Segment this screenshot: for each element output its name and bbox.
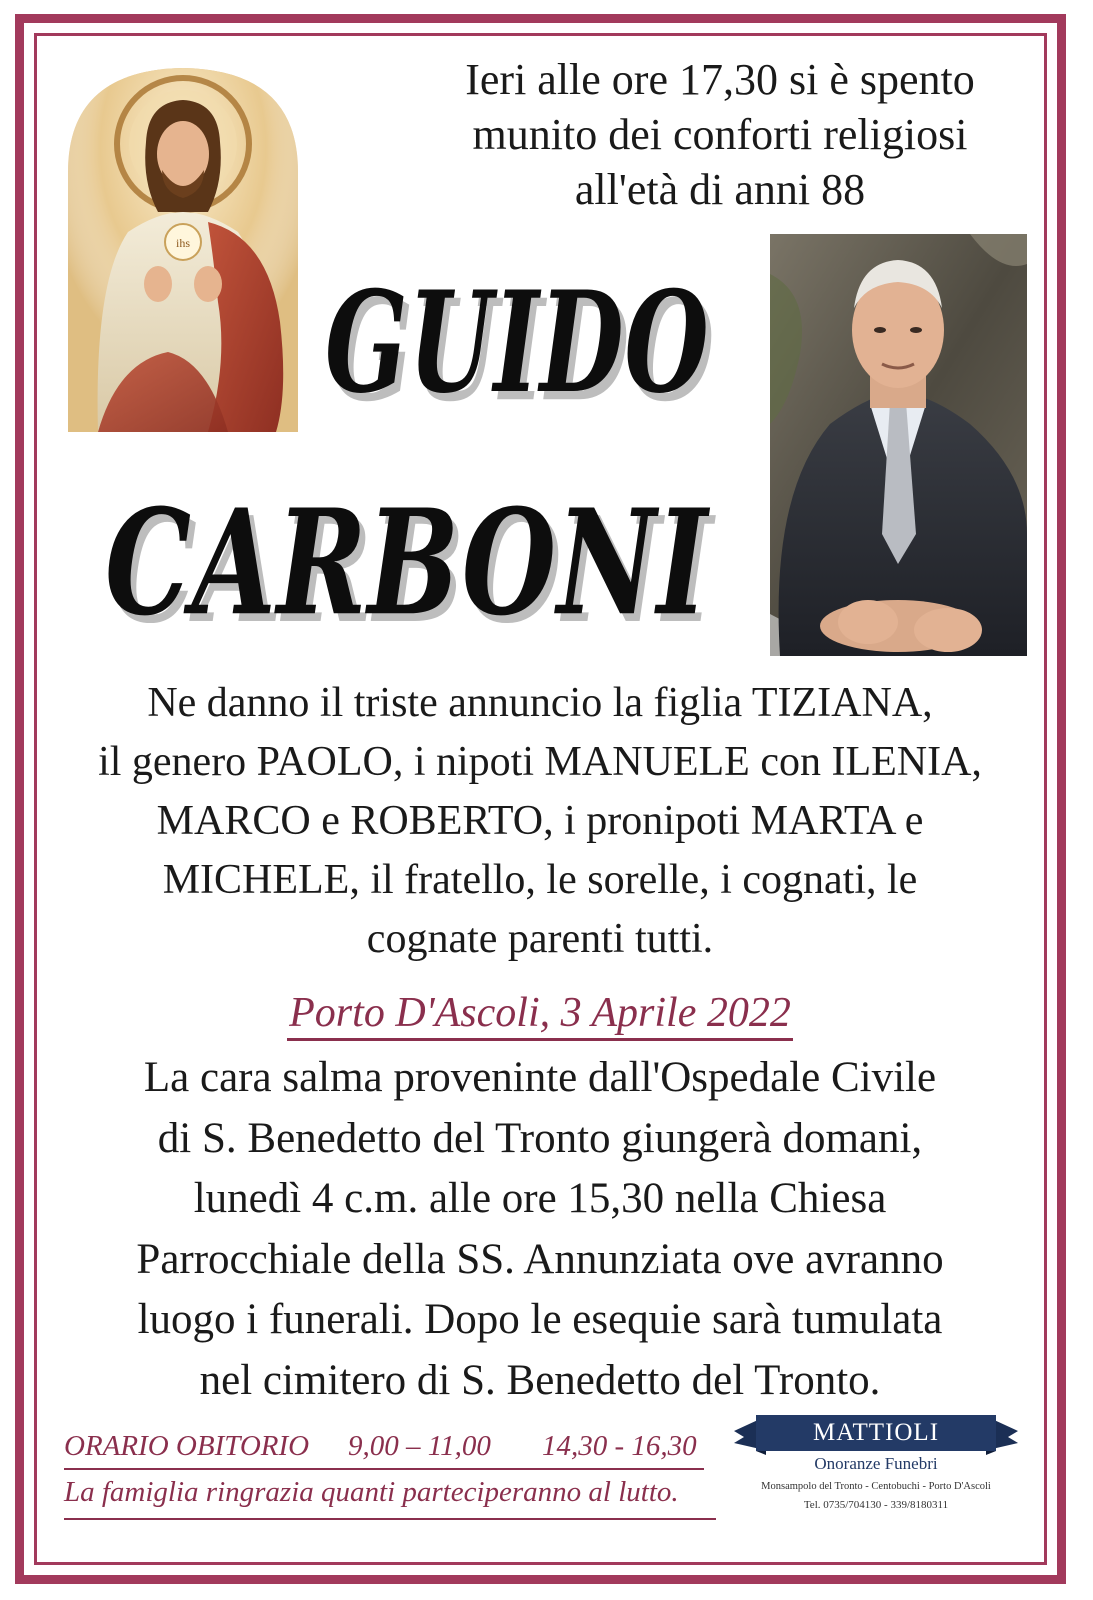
intro-line: Ieri alle ore 17,30 si è spento <box>465 55 975 104</box>
funeral-home-subtitle: Onoranze Funebri <box>814 1454 938 1473</box>
family-thanks: La famiglia ringrazia quanti parteciperanno al lutto. <box>64 1474 716 1520</box>
funeral-info-line: Parrocchiale della SS. Annunziata ove avranno <box>136 1235 944 1283</box>
announcement-line: Ne danno il triste annuncio la figlia TIZIANA, <box>147 680 933 726</box>
funeral-home-name: MATTIOLI <box>812 1419 940 1446</box>
place-date-text: Porto D'Ascoli, 3 Aprile 2022 <box>287 988 793 1041</box>
place-and-date <box>40 985 1040 1041</box>
funeral-home-logo <box>734 1413 1018 1523</box>
morgue-hours-label: ORARIO OBITORIO <box>64 1430 310 1462</box>
funeral-home-phone: Tel. 0735/704130 - 339/8180311 <box>803 1499 949 1511</box>
funeral-info-line: nel cimitero di S. Benedetto del Tronto. <box>199 1356 881 1404</box>
morgue-hours-morning: 9,00 – 11,00 <box>348 1430 491 1462</box>
announcement-line: MICHELE, il fratello, le sorelle, i cognati, le <box>162 857 918 903</box>
announcement-line: il genero PAOLO, i nipoti MANUELE con ILENIA, <box>98 739 982 785</box>
announcement-text <box>40 674 1040 969</box>
deceased-first-name: GUIDO <box>325 260 710 425</box>
morgue-hours <box>64 1426 704 1470</box>
morgue-hours-afternoon: 14,30 - 16,30 <box>542 1430 697 1462</box>
announcement-line: MARCO e ROBERTO, i pronipoti MARTA e <box>156 798 924 844</box>
intro-line: munito dei conforti religiosi <box>472 110 968 159</box>
portrait-photo <box>770 234 1027 656</box>
intro-text <box>400 52 1040 217</box>
funeral-info-line: La cara salma proveninte dall'Ospedale Civile <box>143 1054 937 1101</box>
intro-line: all'età di anni 88 <box>574 165 866 214</box>
funeral-info-text <box>40 1048 1040 1411</box>
deceased-last-name: CARBONI <box>105 478 709 649</box>
funeral-info-line: luogo i funerali. Dopo le esequie sarà tumulata <box>137 1296 943 1343</box>
announcement-line: cognate parenti tutti. <box>366 916 714 962</box>
funeral-info-line: di S. Benedetto del Tronto giungerà domani, <box>157 1114 923 1162</box>
religious-image <box>58 62 308 432</box>
svg-text:ihs: ihs <box>175 236 191 250</box>
footer-notes <box>64 1426 724 1520</box>
funeral-info-line: lunedì 4 c.m. alle ore 15,30 nella Chiesa <box>193 1175 887 1222</box>
funeral-home-locations: Monsampolo del Tronto - Centobuchi - Porto D'Ascoli <box>761 1481 991 1492</box>
